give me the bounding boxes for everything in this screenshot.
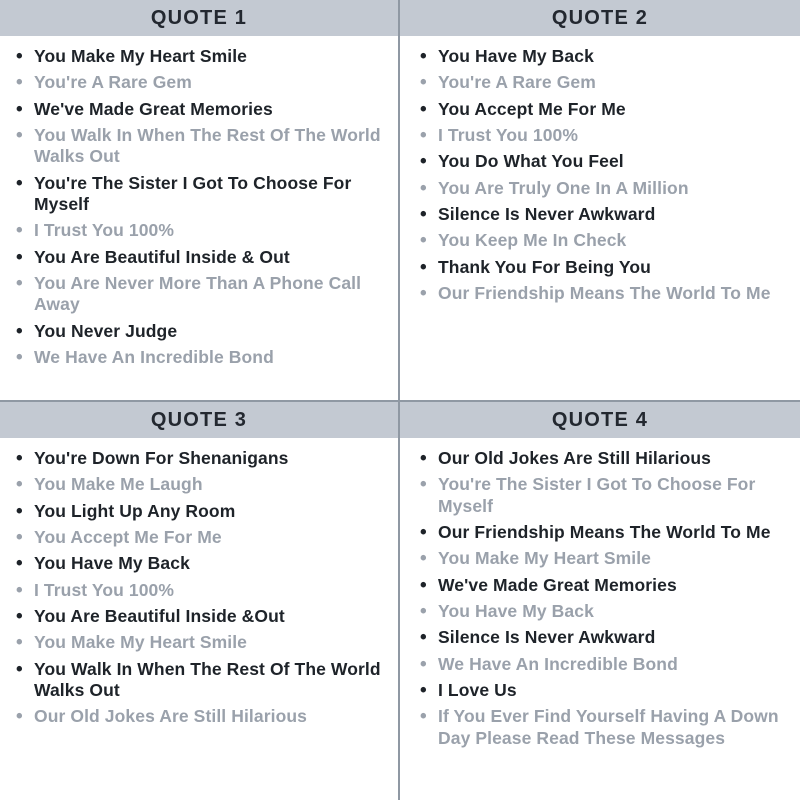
list-item: • I Trust You 100% (14, 580, 386, 601)
list-item: • Silence Is Never Awkward (418, 204, 788, 225)
list-item: • We Have An Incredible Bond (418, 654, 788, 675)
list-item: • You Are Beautiful Inside & Out (14, 247, 386, 268)
quote-list-1 (0, 36, 398, 368)
list-item: • You're A Rare Gem (14, 72, 386, 93)
list-item: • You Are Beautiful Inside &Out (14, 606, 386, 627)
list-item: • You Accept Me For Me (418, 99, 788, 120)
list-item: • Our Old Jokes Are Still Hilarious (14, 706, 386, 727)
list-item: • Our Old Jokes Are Still Hilarious (418, 448, 788, 469)
list-item: • You Walk In When The Rest Of The World Walks Out (14, 125, 386, 168)
panel-title-3: QUOTE 3 (0, 402, 398, 438)
list-item: • Our Friendship Means The World To Me (418, 522, 788, 543)
list-item: • You Never Judge (14, 321, 386, 342)
list-item: • You're The Sister I Got To Choose For Myself (418, 474, 788, 517)
panel-title-1: QUOTE 1 (0, 0, 398, 36)
list-item: • You Are Never More Than A Phone Call Away (14, 273, 386, 316)
list-item: • You Accept Me For Me (14, 527, 386, 548)
list-item: • Silence Is Never Awkward (418, 627, 788, 648)
list-item: • You Light Up Any Room (14, 501, 386, 522)
list-item: • You're A Rare Gem (418, 72, 788, 93)
list-item: • You Are Truly One In A Million (418, 178, 788, 199)
quote-panel-3 (0, 400, 400, 800)
quote-panel-2 (400, 0, 800, 400)
list-item: • You're The Sister I Got To Choose For Myself (14, 173, 386, 216)
quote-panel-4 (400, 400, 800, 800)
list-item: • You Have My Back (418, 46, 788, 67)
list-item: • You're Down For Shenanigans (14, 448, 386, 469)
panel-title-4: QUOTE 4 (400, 402, 800, 438)
list-item: • I Love Us (418, 680, 788, 701)
quote-list-4 (400, 438, 800, 749)
list-item: • I Trust You 100% (14, 220, 386, 241)
list-item: • You Make Me Laugh (14, 474, 386, 495)
panel-title-2: QUOTE 2 (400, 0, 800, 36)
list-item: • You Have My Back (418, 601, 788, 622)
list-item: • You Walk In When The Rest Of The World Walks Out (14, 659, 386, 702)
list-item: • You Make My Heart Smile (14, 632, 386, 653)
list-item: • We've Made Great Memories (14, 99, 386, 120)
quote-list-3 (0, 438, 398, 728)
list-item: • You Keep Me In Check (418, 230, 788, 251)
list-item: • I Trust You 100% (418, 125, 788, 146)
list-item: • We've Made Great Memories (418, 575, 788, 596)
list-item: • Thank You For Being You (418, 257, 788, 278)
list-item: • Our Friendship Means The World To Me (418, 283, 788, 304)
list-item: • You Do What You Feel (418, 151, 788, 172)
quote-list-2 (400, 36, 800, 304)
list-item: • If You Ever Find Yourself Having A Down Day Please Read These Messages (418, 706, 788, 749)
quote-panel-1 (0, 0, 400, 400)
list-item: • You Make My Heart Smile (14, 46, 386, 67)
list-item: • We Have An Incredible Bond (14, 347, 386, 368)
list-item: • You Have My Back (14, 553, 386, 574)
list-item: • You Make My Heart Smile (418, 548, 788, 569)
